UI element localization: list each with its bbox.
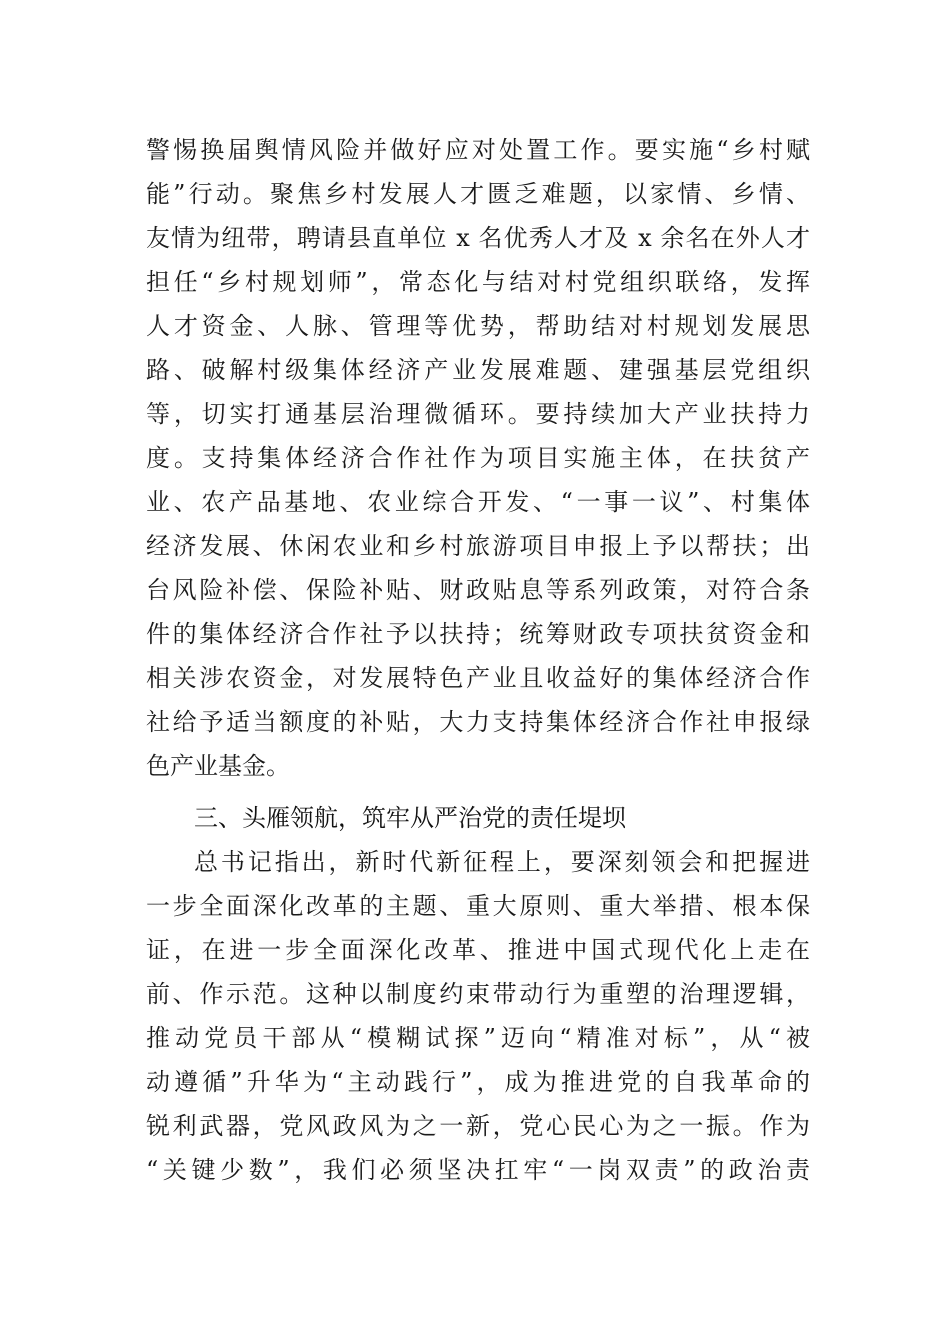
text-line: 前、作示范。这种以制度约束带动行为重塑的治理逻辑， xyxy=(146,980,810,1008)
text-line: 业、农产品基地、农业综合开发、“一事一议”、村集体 xyxy=(146,488,810,516)
text-line: 等，切实打通基层治理微循环。要持续加大产业扶持力 xyxy=(146,400,810,428)
text-line: 警惕换届舆情风险并做好应对处置工作。要实施“乡村赋 xyxy=(146,136,810,164)
text-line: 社给予适当额度的补贴，大力支持集体经济合作社申报绿 xyxy=(146,708,810,736)
text-line: 一步全面深化改革的主题、重大原则、重大举措、根本保 xyxy=(146,892,810,920)
section-heading: 三、头雁领航，筑牢从严治党的责任堤坝 xyxy=(194,804,626,832)
text-line: 担任“乡村规划师”，常态化与结对村党组织联络，发挥 xyxy=(146,268,810,296)
text-line: 锐利武器，党风政风为之一新，党心民心为之一振。作为 xyxy=(146,1112,810,1140)
text-line: 推动党员干部从“模糊试探”迈向“精准对标”，从“被 xyxy=(146,1024,810,1052)
text-line: 相关涉农资金，对发展特色产业且收益好的集体经济合作 xyxy=(146,664,810,692)
text-line: 总书记指出，新时代新征程上，要深刻领会和把握进 xyxy=(194,848,810,876)
text-line: 动遵循”升华为“主动践行”，成为推进党的自我革命的 xyxy=(146,1068,810,1096)
text-line: 友情为纽带，聘请县直单位 x 名优秀人才及 x 余名在外人才 xyxy=(146,224,810,252)
text-line: 件的集体经济合作社予以扶持；统筹财政专项扶贫资金和 xyxy=(146,620,810,648)
text-line: 路、破解村级集体经济产业发展难题、建强基层党组织 xyxy=(146,356,810,384)
text-line: “关键少数”，我们必须坚决扛牢“一岗双责”的政治责 xyxy=(146,1156,810,1184)
text-line: 度。支持集体经济合作社作为项目实施主体，在扶贫产 xyxy=(146,444,810,472)
text-line: 人才资金、人脉、管理等优势，帮助结对村规划发展思 xyxy=(146,312,810,340)
text-line: 证，在进一步全面深化改革、推进中国式现代化上走在 xyxy=(146,936,810,964)
text-line: 色产业基金。 xyxy=(146,752,290,780)
text-line: 能”行动。聚焦乡村发展人才匮乏难题，以家情、乡情、 xyxy=(146,180,810,208)
text-line: 经济发展、休闲农业和乡村旅游项目申报上予以帮扶；出 xyxy=(146,532,810,560)
text-line: 台风险补偿、保险补贴、财政贴息等系列政策，对符合条 xyxy=(146,576,810,604)
